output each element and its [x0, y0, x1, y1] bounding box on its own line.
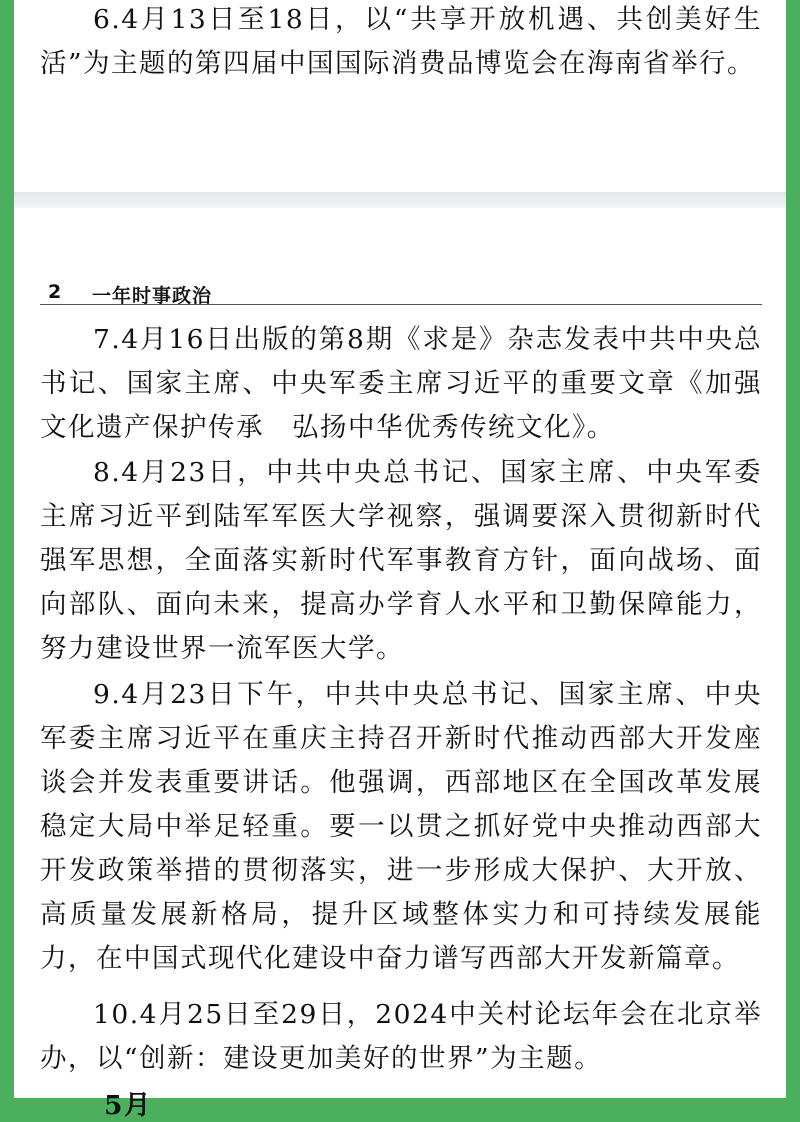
- page-top: [14, 0, 786, 192]
- section-title: 一年时事政治: [92, 285, 213, 307]
- paragraph-6: 6.4月13日至18日，以“共享开放机遇、共创美好生活”为主题的第四届中国国际消费品博览会在海南省举行。: [40, 4, 762, 79]
- paragraph-9: 9.4月23日下午，中共中央总书记、国家主席、中央军委主席习近平在重庆主持召开新时代推动西部大开发座谈会并发表重要讲话。他强调，西部地区在全国改革发展稳定大局中举足轻重。要一以贯之抓好党中央推动西部大开发政策举措的贯彻落实，进一步形成大保护、大开放、高质量发展新格局，提升区域整体实力和可持续发展能力，在中国式现代化建设中奋力谱写西部大开发新篇章。: [40, 679, 762, 974]
- cut-off-heading: 5月: [104, 1090, 152, 1121]
- page-number: 2: [48, 281, 62, 303]
- paragraph-10: 10.4月25日至29日，2024中关村论坛年会在北京举办，以“创新：建设更加美好的世界”为主题。: [40, 999, 762, 1074]
- paragraph-8: 8.4月23日，中共中央总书记、国家主席、中央军委主席习近平到陆军军医大学视察，强调要深入贯彻新时代强军思想，全面落实新时代军事教育方针，面向战场、面向部队、面向未来，提高办学育人水平和卫勤保障能力，努力建设世界一流军医大学。: [40, 457, 762, 664]
- paragraph-7: 7.4月16日出版的第8期《求是》杂志发表中共中央总书记、国家主席、中央军委主席习近平的重要文章《加强文化遗产保护传承 弘扬中华优秀传统文化》。: [40, 324, 762, 443]
- page-bottom: [14, 208, 786, 1121]
- page-gap: [14, 192, 786, 208]
- header-rule: [40, 304, 762, 305]
